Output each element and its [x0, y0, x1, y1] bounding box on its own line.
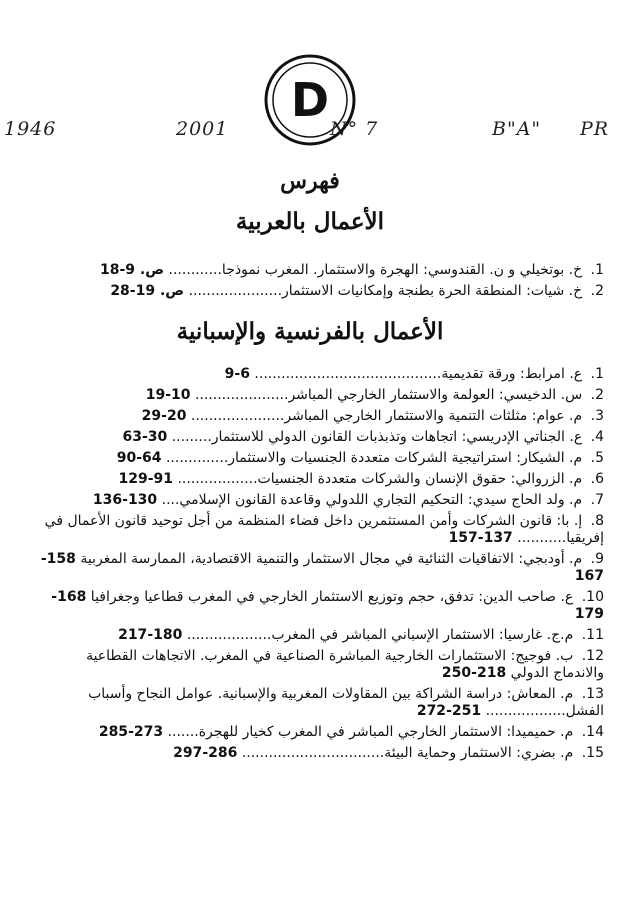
entry-number: 12. — [581, 648, 604, 664]
entry-pages: 64-90 — [116, 450, 162, 466]
entry-number: 8. — [590, 513, 604, 529]
entry-text: م. حميميدا: الاستثمار الخارجي المباشر في المغرب كخيار للهجرة....... — [167, 724, 574, 740]
entry-text: م. بضري: الاستثمار وحماية البيئة................................ — [241, 745, 574, 761]
entry-pages: ص. 9-18 — [100, 262, 165, 278]
entry-text: م. عوام: مثلثات التنمية والاستثمار الخارجي المباشر..................... — [190, 408, 583, 424]
toc-list-arabic — [78, 262, 604, 304]
entry-pages: 218-250 — [441, 665, 507, 681]
entry-number: 1. — [590, 262, 604, 278]
entry-number: 9. — [590, 551, 604, 567]
toc-entry[interactable] — [38, 686, 604, 720]
toc-list-french-spanish — [38, 366, 604, 766]
toc-entry[interactable] — [38, 589, 604, 623]
section-heading-french-spanish: الأعمال بالفرنسية والإسبانية — [176, 318, 444, 345]
entry-text: م. الزروالي: حقوق الإنسان والشركات متعددة الجنسيات.................. — [177, 471, 583, 487]
entry-text: م. المعاش: دراسة الشراكة بين المقاولات المغربية والإسبانية. عوامل النجاح وأسباب الفشل.................. — [88, 686, 604, 719]
entry-number: 10. — [581, 589, 604, 605]
entry-pages: 180-217 — [118, 627, 183, 643]
entry-pages: 30-63 — [122, 429, 168, 445]
entry-pages: 286-297 — [173, 745, 238, 761]
entry-number: 1. — [590, 366, 604, 382]
toc-entry[interactable] — [38, 627, 604, 644]
entry-text: ع. الجناتي الإدريسي: اتجاهات وتذبذبات القانون الدولي للاستثمار......... — [171, 429, 583, 445]
toc-entry[interactable] — [38, 387, 604, 404]
entry-text: ب. فوجيج: الاستثمارات الخارجية المباشرة الصناعية في المغرب. الاتجاهات القطاعية والاندماج الدولي — [86, 648, 604, 681]
entry-pages: 158-167 — [40, 551, 604, 584]
toc-entry[interactable] — [38, 471, 604, 488]
entry-number: 3. — [590, 408, 604, 424]
toc-entry[interactable] — [38, 492, 604, 509]
handwritten-note: 2001 — [176, 118, 229, 140]
entry-number: 7. — [590, 492, 604, 508]
entry-text: إ. با: قانون الشركات وأمن المستثمرين داخل فضاء المنظمة من أجل توحيد قانون الأعمال في إفريقيا........... — [44, 513, 604, 546]
entry-number: 15. — [581, 745, 604, 761]
entry-pages: 91-129 — [118, 471, 173, 487]
toc-entry[interactable] — [38, 513, 604, 547]
toc-entry[interactable] — [38, 408, 604, 425]
toc-entry[interactable] — [38, 450, 604, 467]
page-title: فهرس — [280, 168, 340, 194]
handwritten-note: N° 7 — [330, 118, 379, 140]
toc-entry[interactable] — [38, 745, 604, 762]
entry-text: خ. شيات: المنطقة الحرة بطنجة وإمكانيات الاستثمار..................... — [188, 283, 583, 299]
entry-number: 5. — [590, 450, 604, 466]
entry-text: خ. بوتخيلي و ن. القندوسي: الهجرة والاستثمار. المغرب نموذجا............ — [168, 262, 583, 278]
entry-text: م. الشيكار: استراتيجية الشركات متعددة الجنسيات والاستثمار.............. — [165, 450, 583, 466]
section-heading-arabic: الأعمال بالعربية — [235, 208, 385, 235]
entry-number: 11. — [581, 627, 604, 643]
toc-entry[interactable] — [38, 429, 604, 446]
entry-pages: 130-136 — [92, 492, 158, 508]
entry-pages: ص. 19-28 — [110, 283, 185, 299]
entry-text: م.ج. غارسيا: الاستثمار الإسباني المباشر في المغرب................... — [186, 627, 574, 643]
d-stamp-icon — [262, 52, 358, 148]
entry-pages: 273-285 — [98, 724, 164, 740]
handwritten-note: B"A" — [492, 118, 542, 140]
entry-text: م. أودبجي: الاتفاقيات الثنائية في مجال الاستثمار والتنمية الاقتصادية، الممارسة المغربية — [80, 551, 583, 567]
entry-number: 2. — [590, 387, 604, 403]
entry-number: 13. — [581, 686, 604, 702]
entry-pages: 168-179 — [51, 589, 604, 622]
entry-number: 6. — [590, 471, 604, 487]
entry-number: 14. — [581, 724, 604, 740]
handwritten-note: 1946 — [4, 118, 57, 140]
entry-pages: 251-272 — [416, 703, 482, 719]
entry-number: 2. — [590, 283, 604, 299]
entry-pages: 137-157 — [448, 530, 513, 546]
entry-text: م. ولد الحاج سيدي: التحكيم التجاري اللدولي وقاعدة القانون الإسلامي.... — [161, 492, 583, 508]
entry-text: ع. امرابط: ورقة تقديمية.......................................... — [254, 366, 583, 382]
entry-number: 4. — [590, 429, 604, 445]
entry-pages: 20-29 — [141, 408, 187, 424]
entry-text: ع. صاحب الدين: تدفق، حجم وتوزيع الاستثمار الخارجي في المغرب قطاعيا وجغرافيا — [90, 589, 574, 605]
handwritten-note: PR — [580, 118, 610, 140]
toc-entry[interactable] — [38, 366, 604, 383]
entry-pages: 10-19 — [145, 387, 191, 403]
entry-text: س. الدخيسي: العولمة والاستثمار الخارجي المباشر..................... — [194, 387, 583, 403]
toc-entry[interactable] — [38, 551, 604, 585]
entry-pages: 6-9 — [224, 366, 250, 382]
stamp-letter: D — [290, 73, 330, 127]
toc-entry[interactable] — [38, 648, 604, 682]
toc-entry[interactable] — [78, 262, 604, 279]
toc-entry[interactable] — [38, 724, 604, 741]
toc-entry[interactable] — [78, 283, 604, 300]
